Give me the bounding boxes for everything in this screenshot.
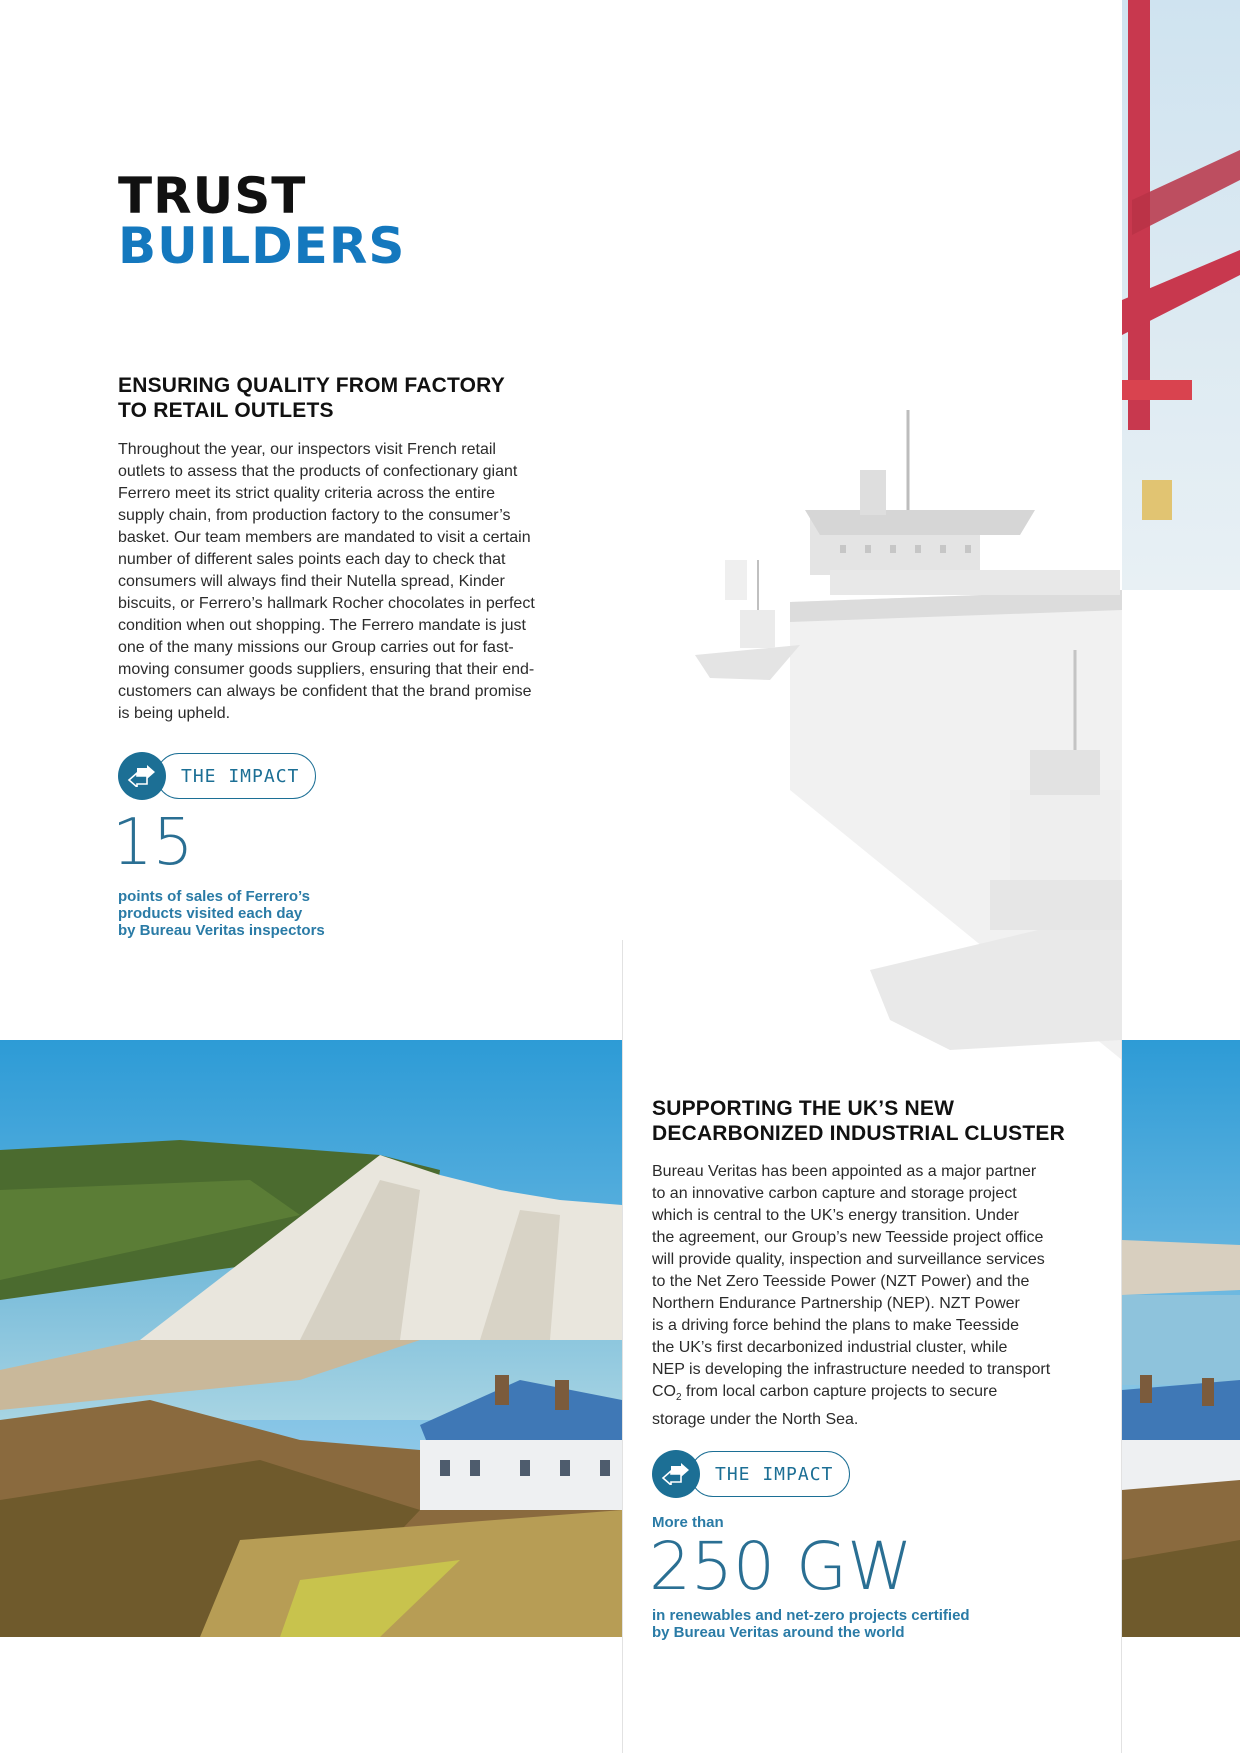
body-line: Ferrero meet its strict quality criteria across the entire <box>118 485 496 502</box>
section1-heading-block <box>118 373 505 423</box>
impact-badge <box>652 1450 850 1498</box>
cliffs-photo <box>0 1040 622 1637</box>
impact-caption <box>118 888 325 939</box>
body-line: the UK’s first decarbonized industrial cluster, while <box>652 1339 1008 1356</box>
impact-value: 15 <box>112 806 194 880</box>
body-line-co2 <box>652 1381 1112 1409</box>
body-line: which is central to the UK’s energy transition. Under <box>652 1207 1019 1224</box>
impact-label: THE IMPACT <box>690 1451 850 1497</box>
body-line: customers can always be confident that the brand promise <box>118 683 532 700</box>
impact-caption-line: by Bureau Veritas around the world <box>652 1624 905 1641</box>
title-trust: TRUST <box>118 167 307 225</box>
body-line: will provide quality, inspection and surveillance services <box>652 1251 1045 1268</box>
body-line: NEP is developing the infrastructure needed to transport <box>652 1361 1051 1378</box>
body-line: number of different sales points each day to check that <box>118 551 506 568</box>
impact-arrows-icon <box>118 752 166 800</box>
section2-heading-block <box>652 1096 1065 1146</box>
body-line: is being upheld. <box>118 705 231 722</box>
body-line: is a driving force behind the plans to make Teesside <box>652 1317 1020 1334</box>
co2-text: CO <box>652 1383 676 1400</box>
body-line: biscuits, or Ferrero’s hallmark Rocher chocolates in perfect <box>118 595 535 612</box>
body-line: supply chain, from production factory to the consumer’s <box>118 507 511 524</box>
body-line: to the Net Zero Teesside Power (NZT Power) and the <box>652 1273 1030 1290</box>
body-line: the agreement, our Group’s new Teesside project office <box>652 1229 1044 1246</box>
body-line: Throughout the year, our inspectors visit French retail <box>118 441 496 458</box>
impact-badge <box>118 752 316 800</box>
impact-prefix: More than <box>652 1514 724 1531</box>
ships-illustration <box>690 410 1122 1060</box>
body-line: consumers will always find their Nutella spread, Kinder <box>118 573 505 590</box>
co2-subscript: 2 <box>676 1392 682 1404</box>
section2-heading-line2: DECARBONIZED INDUSTRIAL CLUSTER <box>652 1122 1065 1145</box>
impact-value: 250 GW <box>649 1528 913 1605</box>
body-line: condition when out shopping. The Ferrero mandate is just <box>118 617 526 634</box>
co2-rest: from local carbon capture projects to secure <box>681 1383 998 1400</box>
impact-arrows-icon <box>652 1450 700 1498</box>
body-line: one of the many missions our Group carries out for fast- <box>118 639 514 656</box>
body-line: Bureau Veritas has been appointed as a major partner <box>652 1163 1037 1180</box>
impact-caption-line: points of sales of Ferrero’s <box>118 888 310 905</box>
section1-heading-line1: ENSURING QUALITY FROM FACTORY <box>118 374 505 397</box>
impact-label: THE IMPACT <box>156 753 316 799</box>
section2-body <box>652 1161 1112 1431</box>
body-line: outlets to assess that the products of confectionary giant <box>118 463 518 480</box>
cliffs-photo-strip <box>1122 1040 1240 1637</box>
column-divider <box>622 940 623 1753</box>
section1-body <box>118 439 618 725</box>
impact-caption-line: products visited each day <box>118 905 303 922</box>
impact-caption-line: in renewables and net-zero projects certified <box>652 1607 970 1624</box>
body-line: basket. Our team members are mandated to visit a certain <box>118 529 531 546</box>
body-line: moving consumer goods suppliers, ensuring that their end- <box>118 661 535 678</box>
impact-caption-line: by Bureau Veritas inspectors <box>118 922 325 939</box>
section1-heading-line2: TO RETAIL OUTLETS <box>118 399 334 422</box>
body-line: to an innovative carbon capture and storage project <box>652 1185 1017 1202</box>
title-builders: BUILDERS <box>118 217 406 275</box>
body-line: storage under the North Sea. <box>652 1411 859 1429</box>
impact-caption <box>652 1607 970 1641</box>
section2-heading-line1: SUPPORTING THE UK’S NEW <box>652 1097 955 1120</box>
crane-photo <box>1122 0 1240 590</box>
body-line: Northern Endurance Partnership (NEP). NZT Power <box>652 1295 1020 1312</box>
